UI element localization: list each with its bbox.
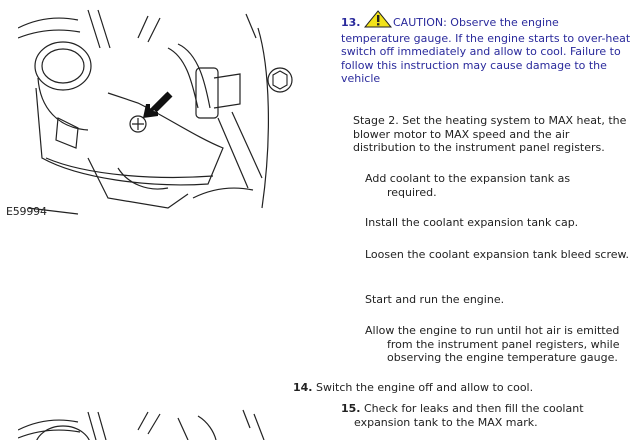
step-13-number: 13. (341, 16, 361, 29)
caution-text: CAUTION: Observe the engine temperature gauge. If the engine starts to over-heat switch off immediately and allow to cool. Failure to follow this instruction may cause damage to the vehicle (341, 16, 631, 85)
stage-2-text: Stage 2. Set the heating system to MAX heat, the blower motor to MAX speed and the air distribution to the instrument panel registers. (353, 114, 627, 154)
arrow-icon (143, 93, 170, 118)
step-14 (293, 381, 623, 395)
step-14-text: Switch the engine off and allow to cool. (316, 381, 534, 394)
substep-install-cap: Install the coolant expansion tank cap. (365, 216, 579, 229)
substep-add-coolant: Add coolant to the expansion tank as required. (365, 172, 571, 199)
step-13-caution (341, 10, 631, 86)
bolt-icon (265, 65, 295, 98)
expansion-tank-illustration (18, 8, 276, 220)
step-15-text: Check for leaks and then fill the coolant expansion tank to the MAX mark. (354, 402, 584, 429)
substep-loosen-bleed-screw: Loosen the coolant expansion tank bleed screw. (365, 248, 630, 261)
substep-run-engine: Allow the engine to run until hot air is emitted from the instrument panel registers, while observing the engine temperature gauge. (365, 324, 620, 364)
step-15 (341, 402, 614, 429)
substep-start-engine: Start and run the engine. (365, 293, 505, 306)
step-14-number: 14. (293, 381, 313, 394)
figure-bottom-illustration (18, 408, 276, 440)
warning-triangle-icon (364, 10, 392, 32)
step-15-number: 15. (341, 402, 361, 415)
figure-top-illustration (6, 8, 276, 220)
figure-label: E59994 (6, 205, 47, 218)
